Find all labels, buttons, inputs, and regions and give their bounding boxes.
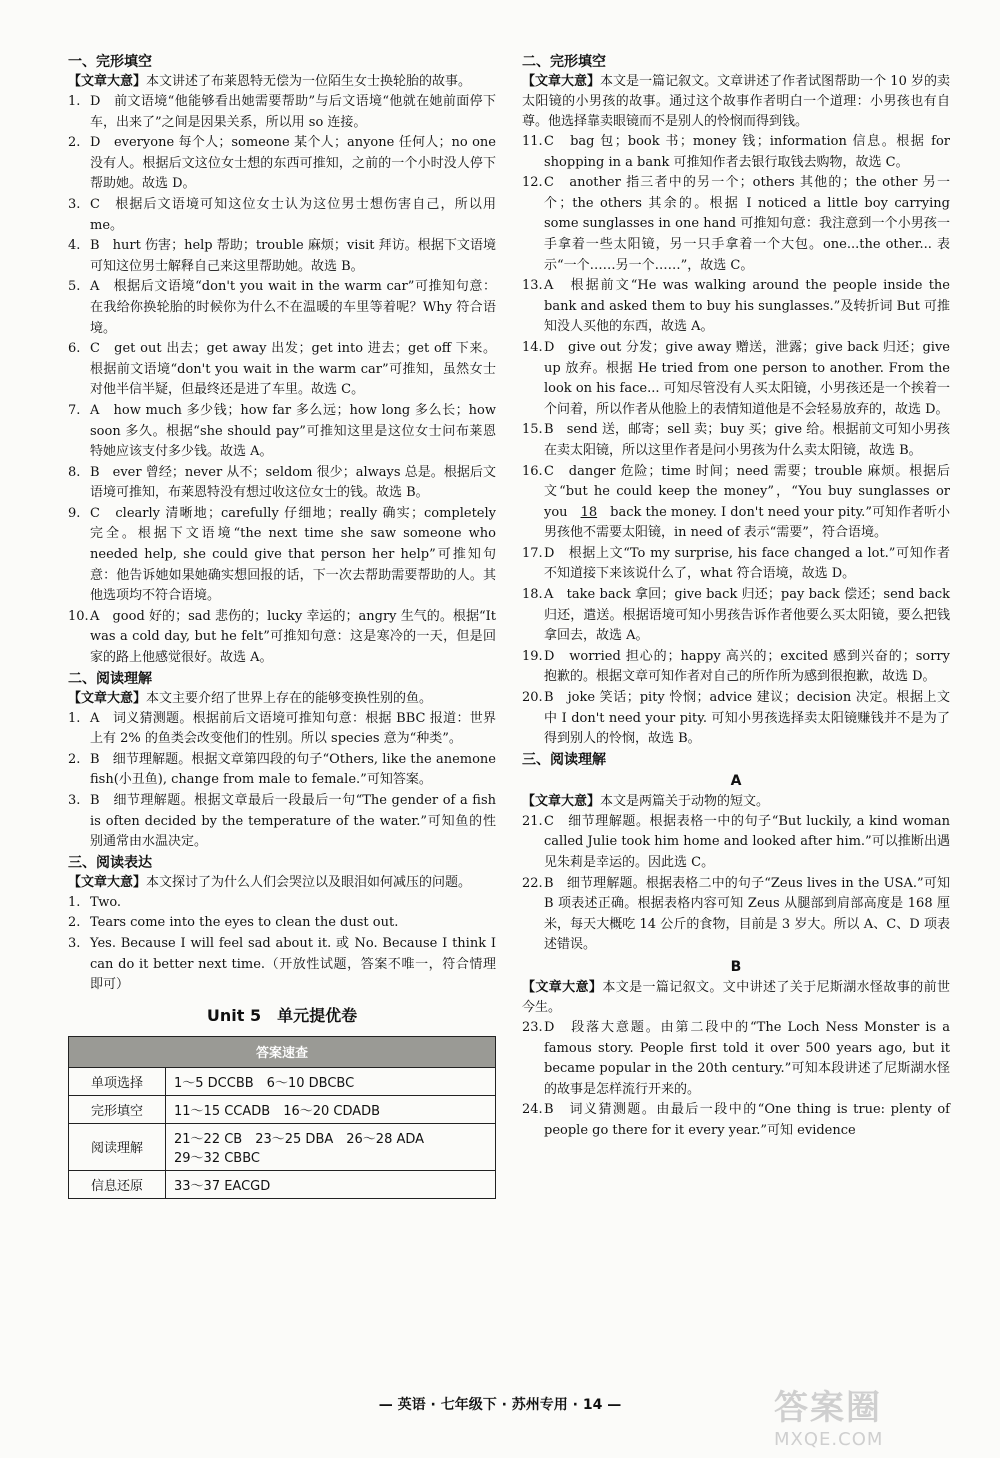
section-title: 三、阅读表达 <box>68 854 152 871</box>
answer-list <box>522 812 950 956</box>
summary-tag: 【文章大意】 <box>522 793 601 809</box>
item-number: 21. <box>522 813 543 829</box>
item-text: C get out 出去；get away 出发；get into 进去；get off 下来。根据前文语境“don't you wait in the warm car”可推知，虽然女士对他半信半疑，但最终还是进了车里。故选 C。 <box>90 341 496 398</box>
item-number: 2. <box>68 751 81 767</box>
page-footer: — 英语 · 七年级下 · 苏州专用 · 14 — <box>378 1397 622 1413</box>
item-number: 24. <box>522 1102 543 1118</box>
answer-list <box>68 92 496 669</box>
answer-item <box>68 934 496 996</box>
table-cell-key: 完形填空 <box>69 1095 166 1123</box>
answer-table <box>68 1036 496 1199</box>
item-text: C 根据后文语境可知这位女士认为这位男士想伤害自己，所以用 me。 <box>90 196 496 233</box>
item-number: 6. <box>68 341 81 357</box>
answer-item <box>522 1018 950 1100</box>
watermark-url: MXQE.COM <box>774 1429 884 1450</box>
item-text: C another 指三者中的另一个；others 其他的；the other 另一个；the others 其余的。根据 I noticed a little boy carrying some sunglasses in one hand 可推知句意：我注意到一个小男孩一手拿着一些太阳镜，另一只手拿着一个大包。one...the other... 表示“一个……另一个……”，故选 C。 <box>544 175 950 273</box>
answer-item <box>68 463 496 504</box>
answer-item <box>68 401 496 463</box>
answer-list <box>522 1018 950 1142</box>
item-text: B send 送，邮寄；sell 卖；buy 买；give 给。根据前文可知小男孩在卖太阳镜，所以这里作者是问小男孩为什么卖太阳镜，故选 B。 <box>544 422 950 458</box>
item-text: A take back 拿回；give back 归还；pay back 偿还；send back 归还，遣送。根据语境可知小男孩告诉作者他要么买太阳镜，要么把钱拿回去，故选 A。 <box>544 587 950 644</box>
part-label: A <box>730 772 742 789</box>
item-text: A good 好的；sad 悲伤的；lucky 幸运的；angry 生气的。根据“It was a cold day, but he felt”可推知句意：这是寒冷的一天，但是回家的路上他感觉很好。故选 A。 <box>90 608 496 666</box>
table-cell-value: 11～15 CCADB 16～20 CDADB <box>166 1095 496 1123</box>
answer-item <box>522 688 950 750</box>
item-number: 23. <box>522 1019 543 1035</box>
answer-item <box>68 236 496 277</box>
answer-item <box>522 420 950 461</box>
answer-item <box>68 893 496 914</box>
table-row <box>69 1123 496 1170</box>
item-text: B hurt 伤害；help 帮助；trouble 麻烦；visit 拜访。根据下文语境可知这位男士解释自己来这里帮助她。故选 B。 <box>90 238 496 274</box>
answer-list <box>522 132 950 750</box>
summary-tag: 【文章大意】 <box>68 874 147 890</box>
item-number: 12. <box>522 175 543 191</box>
summary-text: 本文是两篇关于动物的短文。 <box>600 793 770 809</box>
answer-list <box>68 709 496 853</box>
item-text-part: your pity.”可知作者听小男孩他不需要太阳镜，in need of 表示“需要”，符合语境。 <box>544 504 950 541</box>
item-number: 4. <box>68 238 81 254</box>
answer-item <box>522 874 950 956</box>
answer-item <box>522 647 950 688</box>
answer-item <box>68 339 496 401</box>
item-number: 1. <box>68 94 81 109</box>
section-title: 二、阅读理解 <box>68 670 152 687</box>
item-number: 13. <box>522 278 543 294</box>
table-cell-key: 单项选择 <box>69 1067 166 1095</box>
item-text: D 根据上文“To my surprise, his face changed a lot.”可知作者不知道接下来该说什么了，what 符合语境，故选 D。 <box>544 545 950 582</box>
table-cell-value: 1～5 DCCBB 6～10 DBCBC <box>166 1067 496 1095</box>
item-text: B ever 曾经；never 从不；seldom 很少；always 总是。根据后文语境可推知，布莱恩特没有想过收这位女士的钱。故选 B。 <box>90 464 496 501</box>
summary-tag: 【文章大意】 <box>68 690 147 706</box>
watermark-text: 答案圈 <box>774 1388 882 1428</box>
item-text: D 段落大意题。由第二段中的“The Loch Ness Monster is a famous story. People first told it over 500 years ago, but it became popular in the 20th century.”可知本段讲述了尼斯湖水怪的故事是怎样流行开来的。 <box>544 1019 950 1097</box>
part-label: B <box>730 958 742 975</box>
item-number: 2. <box>68 135 81 151</box>
article-summary <box>522 792 950 812</box>
item-number: 3. <box>68 793 81 808</box>
summary-text: 本文是一篇记叙文。文章讲述了作者试图帮助一个 10 岁的卖太阳镜的小男孩的故事。通过这个故事作者明白一个道理：小男孩也有自尊。他选择靠卖眼镜而不是别人的怜悯而得到钱。 <box>522 74 950 129</box>
item-number: 9. <box>68 505 81 521</box>
item-number: 3. <box>68 935 81 951</box>
table-cell-value: 33～37 EACGD <box>166 1170 496 1198</box>
answer-item <box>522 812 950 874</box>
answer-list <box>68 893 496 996</box>
answer-item <box>522 276 950 338</box>
section-title: 一、完形填空 <box>68 54 152 70</box>
article-summary <box>522 978 950 1018</box>
unit-title: Unit 5 单元提优卷 <box>206 1005 358 1025</box>
item-text: D give out 分发；give away 赠送，泄露；give back 归还；give up 放弃。根据 He tried from one person to another. From the look on his face... 可知尽管没有人买太阳镜，小男孩还是一个挨着一个问着，所以作者从他脸上的表情知道他是不会轻易放弃的，故选 D。 <box>544 339 950 417</box>
item-text: Two. <box>90 894 122 910</box>
item-number: 18. <box>522 587 543 603</box>
article-summary <box>68 72 496 92</box>
table-header: 答案速查 <box>69 1036 496 1067</box>
right-column <box>522 52 950 1142</box>
item-text: B 细节理解题。根据表格二中的句子“Zeus lives in the USA.”可知 B 项表述正确。根据表格内容可知 Zeus 从腿部到肩部高度是 168 厘米，每天大概吃 14 公斤的食物，目前是 3 岁大。所以 A、C、D 项表述错误。 <box>544 875 950 953</box>
watermark-logo <box>774 1380 974 1450</box>
table-row <box>69 1067 496 1095</box>
table-row <box>69 1095 496 1123</box>
answer-item <box>522 338 950 420</box>
item-text: C bag 包；book 书；money 钱；information 信息。根据 for shopping in a bank 可推知作者去银行取钱去购物，故选 C。 <box>544 134 950 170</box>
item-text: B joke 笑话；pity 怜悯；advice 建议；decision 决定。根据上文中 I don't need your pity. 可知小男孩选择卖太阳镜赚钱并不是为了得到别人的怜悯，故选 B。 <box>544 690 950 747</box>
item-text-part: back the money. I don't need <box>610 504 800 520</box>
item-text: C 细节理解题。根据表格一中的句子“But luckily, a kind woman called Julie took him home and looked after him.”可以推断出遇见朱莉是幸运的。因此选 C。 <box>544 813 950 870</box>
table-cell-key: 阅读理解 <box>69 1123 166 1170</box>
item-text: A 根据前文“He was walking around the people inside the bank and asked them to buy his sunglasses.”及转折词 But 可推知没人买他的东西，故选 A。 <box>544 278 950 335</box>
article-summary <box>68 873 496 893</box>
article-summary <box>522 72 950 132</box>
left-column <box>68 52 496 1199</box>
answer-item <box>68 195 496 236</box>
answer-item <box>522 132 950 173</box>
summary-text: 本文探讨了为什么人们会哭泣以及眼泪如何减压的问题。 <box>146 874 472 890</box>
table-cell-value: 21～22 CB 23～25 DBA 26～28 ADA 29～32 CBBC <box>166 1123 496 1170</box>
answer-item <box>68 791 496 853</box>
answer-item <box>68 133 496 195</box>
item-number: 11. <box>522 134 543 149</box>
item-number: 15. <box>522 422 543 438</box>
item-number: 5. <box>68 279 81 295</box>
section-title: 三、阅读理解 <box>522 751 606 768</box>
answer-item <box>68 750 496 791</box>
answer-item <box>522 585 950 647</box>
item-number: 22. <box>522 875 543 891</box>
answer-item <box>68 277 496 339</box>
item-number: 19. <box>522 648 543 664</box>
item-number: 1. <box>68 710 81 726</box>
section-title: 二、完形填空 <box>522 54 606 70</box>
summary-tag: 【文章大意】 <box>522 979 603 995</box>
item-number: 1. <box>68 894 81 910</box>
item-text: D 前文语境“他能够看出她需要帮助”与后文语境“他就在她前面停下车，出来了”之间是因果关系，所以用 so 连接。 <box>90 94 496 130</box>
answer-item <box>522 544 950 585</box>
article-summary <box>68 689 496 709</box>
item-text: A 词义猜测题。根据前后文语境可推知句意：根据 BBC 报道：世界上有 2% 的鱼类会改变他们的性别。所以 species 意为“种类”。 <box>90 710 496 747</box>
item-text: B 词义猜测题。由最后一段中的“One thing is true: plenty of people go there for it every year.”可知 evidence <box>544 1102 950 1138</box>
answer-item <box>68 709 496 750</box>
item-text: B 细节理解题。根据文章第四段的句子“Others, like the anemone fish(小丑鱼), change from male to female.”可知答案。 <box>90 751 496 788</box>
item-number: 3. <box>68 196 81 212</box>
item-text: A 根据后文语境“don't you wait in the warm car”可推知句意：在我给你换轮胎的时候你为什么不在温暖的车里等着呢？Why 符合语境。 <box>90 279 496 336</box>
item-text <box>544 462 950 544</box>
answer-item <box>522 462 950 544</box>
summary-text: 本文主要介绍了世界上存在的能够变换性别的鱼。 <box>146 690 433 706</box>
table-cell-key: 信息还原 <box>69 1170 166 1198</box>
item-text: A how much 多少钱；how far 多么远；how long 多么长；how soon 多久。根据“she should pay”可推知这里是这位女士问布莱恩特她应该支付多少钱。故选 A。 <box>90 402 496 460</box>
item-number: 7. <box>68 402 81 418</box>
item-number: 14. <box>522 339 543 355</box>
answer-item <box>522 1100 950 1141</box>
answer-item <box>68 607 496 669</box>
summary-text: 本文讲述了布莱恩特无偿为一位陌生女士换轮胎的故事。 <box>146 74 472 89</box>
answer-item <box>68 913 496 934</box>
item-text: D everyone 每个人；someone 某个人；anyone 任何人；no one 没有人。根据后文这位女士想的东西可推知，之前的一个小时没人停下帮助她。故选 D。 <box>90 135 496 192</box>
summary-tag: 【文章大意】 <box>522 74 601 89</box>
answer-item <box>68 504 496 607</box>
item-text: B 细节理解题。根据文章最后一段最后一句“The gender of a fish is often decided by the temperature of the water.”可知鱼的性别通常由水温决定。 <box>90 793 496 850</box>
summary-text: 本文是一篇记叙文。文中讲述了关于尼斯湖水怪故事的前世今生。 <box>522 979 950 1015</box>
item-text: Yes. Because I will feel sad about it. 或 No. Because I think I can do it better next time.（开放性试题，答案不唯一，符合情理即可） <box>90 935 496 993</box>
item-number: 10. <box>68 608 89 624</box>
item-number: 20. <box>522 690 543 706</box>
answer-item <box>68 92 496 133</box>
inline-blank: 18 <box>580 504 598 520</box>
item-text: C clearly 清晰地；carefully 仔细地；really 确实；completely 完全。根据下文语境“the next time she saw someone who needed help, she could give that person her help”可推知句意：他告诉她如果她确实想回报的话，下一次去帮助需要帮助的人。其他选项均不符合语境。 <box>90 505 496 604</box>
item-number: 8. <box>68 464 81 480</box>
summary-tag: 【文章大意】 <box>68 74 147 89</box>
item-text: D worried 担心的；happy 高兴的；excited 感到兴奋的；sorry 抱歉的。根据文章可知作者对自己的所作所为感到很抱歉，故选 D。 <box>544 648 950 685</box>
table-row <box>69 1170 496 1198</box>
item-number: 16. <box>522 463 543 479</box>
item-number: 17. <box>522 545 543 561</box>
item-text: Tears come into the eyes to clean the dust out. <box>90 915 399 931</box>
item-number: 2. <box>68 915 81 931</box>
item-text-part: C danger 危险；time 时间；need 需要；trouble 麻烦。根据后文“but he could keep the money”，“You buy sunglasses or you <box>544 463 950 520</box>
answer-item <box>522 173 950 276</box>
